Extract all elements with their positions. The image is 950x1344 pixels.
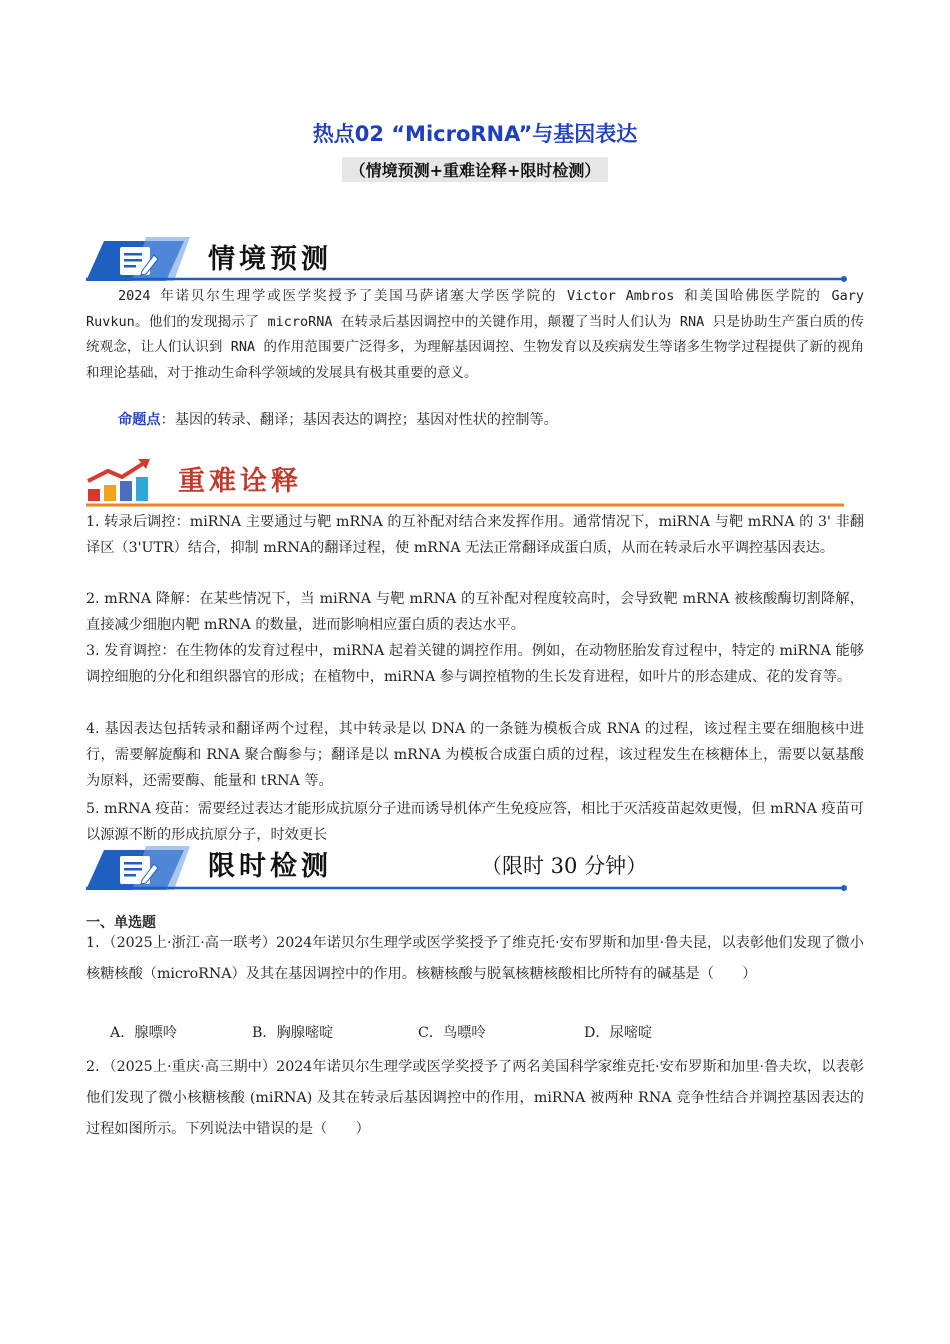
option-a[interactable]: A．腺嘌呤 [110, 1025, 177, 1041]
list-item: 2. mRNA 降解：在某些情况下，当 miRNA 与靶 mRNA 的互补配对程度较高时，会导致靶 mRNA 被核酸酶切割降解，直接减少细胞内靶 mRNA 的数量，进而影响相应蛋白质的表达水平。 [86, 591, 864, 633]
question-group-heading: 一、单选题 [86, 915, 156, 931]
section-title-explanation: 重难诠释 [178, 466, 302, 497]
page-subtitle: （情境预测+重难诠释+限时检测） [342, 157, 609, 182]
keypoint-line [86, 408, 864, 434]
list-item: 4. 基因表达包括转录和翻译两个过程，其中转录是以 DNA 的一条链为模板合成 RNA 的过程，该过程主要在细胞核中进行，需要解旋酶和 RNA 聚合酶参与；翻译是以 mRNA 为模板合成蛋白质的过程，该过程发生在核糖体上，需要以氨基酸为原料，还需要酶、能量和 tRNA 等。 [86, 721, 864, 789]
option-b[interactable]: B．胸腺嘧啶 [252, 1025, 334, 1041]
keypoint-text: ：基因的转录、翻译；基因表达的调控；基因对性状的控制等。 [160, 412, 558, 428]
section-banner-explanation [86, 455, 848, 511]
page-title: 热点02 “MicroRNA”与基因表达 [312, 122, 638, 146]
list-item: 1. 转录后调控：miRNA 主要通过与靶 mRNA 的互补配对结合来发挥作用。通常情况下，miRNA 与靶 mRNA 的 3' 非翻译区（3'UTR）结合，抑制 mRNA的翻译过程，使 mRNA 无法正常翻译成蛋白质，从而在转录后水平调控基因表达。 [86, 514, 864, 556]
banner-graphic [86, 842, 848, 892]
section-banner-test [86, 842, 848, 892]
time-limit-note: （限时 30 分钟） [481, 854, 648, 878]
question-2: 2．（2025上·重庆·高三期中）2024年诺贝尔生理学或医学奖授予了两名美国科学家维克托·安布罗斯和加里·鲁夫坎，以表彰他们发现了微小核糖核酸 (miRNA) 及其在转录后基因调控中的作用，miRNA 被两种 RNA 竞争性结合并调控基因表达的过程如图所示。下列说法中错误的是（ ） [86, 1059, 864, 1137]
scenario-text: 2024 年诺贝尔生理学或医学奖授予了美国马萨诸塞大学医学院的 Victor Ambros 和美国哈佛医学院的 Gary Ruvkun。他们的发现揭示了 microRNA 在转录后基因调控中的关键作用，颠覆了当时人们认为 RNA 只是协助生产蛋白质的传统观念，让人们认识到 RNA 的作用范围要广泛得多，为理解基因调控、生物发育以及疾病发生等诸多生物学过程提供了新的视角和理论基础，对于推动生命科学领域的发展具有极其重要的意义。 [86, 288, 864, 381]
option-d[interactable]: D．尿嘧啶 [584, 1025, 653, 1041]
option-c[interactable]: C．鸟嘌呤 [418, 1025, 486, 1041]
question-1: 1．（2025上·浙江·高一联考）2024年诺贝尔生理学或医学奖授予了维克托·安布罗斯和加里·鲁夫昆，以表彰他们发现了微小核糖核酸（microRNA）及其在基因调控中的作用。核糖核酸与脱氧核糖核酸相比所特有的碱基是（ ） [86, 935, 864, 982]
list-item: 5. mRNA 疫苗：需要经过表达才能形成抗原分子进而诱导机体产生免疫应答，相比于灭活疫苗起效更慢，但 mRNA 疫苗可以源源不断的形成抗原分子，时效更长 [86, 801, 864, 843]
scenario-paragraph [86, 284, 864, 386]
section-banner-scenario [86, 233, 848, 283]
list-item: 3. 发育调控：在生物体的发育过程中，miRNA 起着关键的调控作用。例如，在动物胚胎发育过程中，特定的 miRNA 能够调控细胞的分化和组织器官的形成；在植物中，miRNA 参与调控植物的生长发育进程，如叶片的形态建成、花的发育等。 [86, 643, 864, 685]
question-1-options [110, 1022, 810, 1052]
section-title-scenario: 情境预测 [208, 244, 332, 275]
subtitle-wrap [0, 157, 950, 182]
banner-graphic [86, 233, 848, 283]
keypoint-label: 命题点 [118, 412, 161, 428]
section-title-test: 限时检测 [208, 851, 332, 882]
